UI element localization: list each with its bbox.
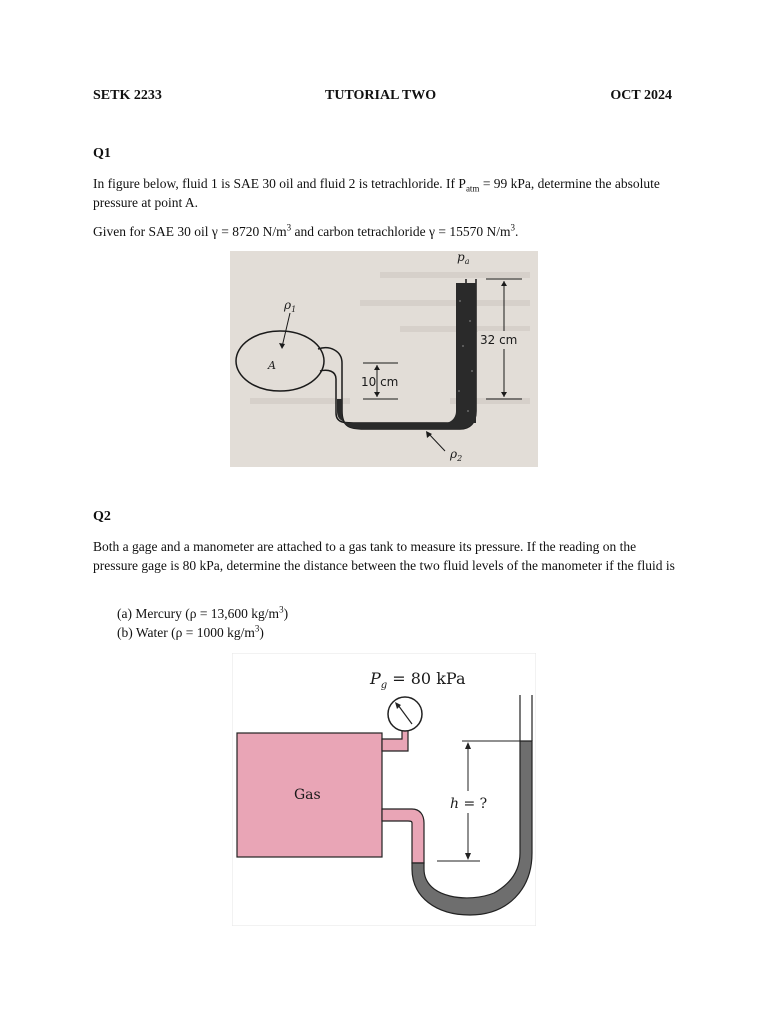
document-title: TUTORIAL TWO <box>325 88 437 103</box>
question-1-label: Q1 <box>93 146 111 161</box>
figure-1-background <box>230 251 538 467</box>
option-b-marker: (b) <box>117 625 133 640</box>
question-1-text <box>93 174 675 212</box>
label-point-a: A <box>268 359 276 372</box>
question-2-text: Both a gage and a manometer are attached to a gas tank to measure its pressure. If the reading on the pressure gage is 80 kPa, determine the distance between the two fluid levels of the manometer if the fluid is <box>93 539 675 573</box>
label-rho1: $\rho_1$ <box>284 298 297 314</box>
option-b: (b) Water (ρ = 1000 $kg/m^3$) <box>117 623 264 640</box>
question-2-label: Q2 <box>93 509 111 524</box>
q1-given-part2: and carbon tetrachloride γ = 15570 N/m <box>291 224 511 239</box>
question-2-options <box>117 604 288 642</box>
label-pa: $p_a$ <box>457 251 470 266</box>
option-a-text: Mercury (ρ = 13,600 kg/m <box>135 606 280 621</box>
option-a-marker: (a) <box>117 606 132 621</box>
label-32cm: 32 cm <box>480 333 518 347</box>
option-a-sup: 3 <box>279 604 284 615</box>
label-h: h = ? <box>450 796 488 812</box>
course-code: SETK 2233 <box>93 88 162 103</box>
q1-text-sub: atm <box>465 183 480 194</box>
q1-given-part3: . <box>514 224 519 239</box>
q1-text-part1: In figure below, fluid 1 is SAE 30 oil and fluid 2 is tetrachloride. If P <box>93 176 466 191</box>
option-b-text: Water (ρ = 1000 kg/m <box>135 625 255 640</box>
option-b-sup: 3 <box>254 623 260 634</box>
q1-text-part2: = 99 kPa, determine the absolute pressure at point A. <box>93 176 660 210</box>
q1-given-sup1: 3 <box>286 222 292 233</box>
label-10cm: 10 cm <box>361 375 399 389</box>
question-1-given <box>93 222 675 241</box>
label-rho2: $\rho_2$ <box>450 447 463 463</box>
document-header <box>93 88 672 106</box>
gas-tank-manometer-figure-q2 <box>232 653 536 926</box>
label-gage-pressure: $P_g = 80$ kPa <box>370 669 466 691</box>
option-a: (a) Mercury (ρ = 13,600 $kg/m^3$) <box>117 604 289 621</box>
manometer-figure-q1 <box>230 251 538 467</box>
document-date: OCT 2024 <box>610 88 672 103</box>
q1-given-part1: Given for SAE 30 oil γ = 8720 N/m <box>93 224 287 239</box>
label-gas: Gas <box>294 787 321 803</box>
q1-given-sup2: 3 <box>510 222 515 233</box>
